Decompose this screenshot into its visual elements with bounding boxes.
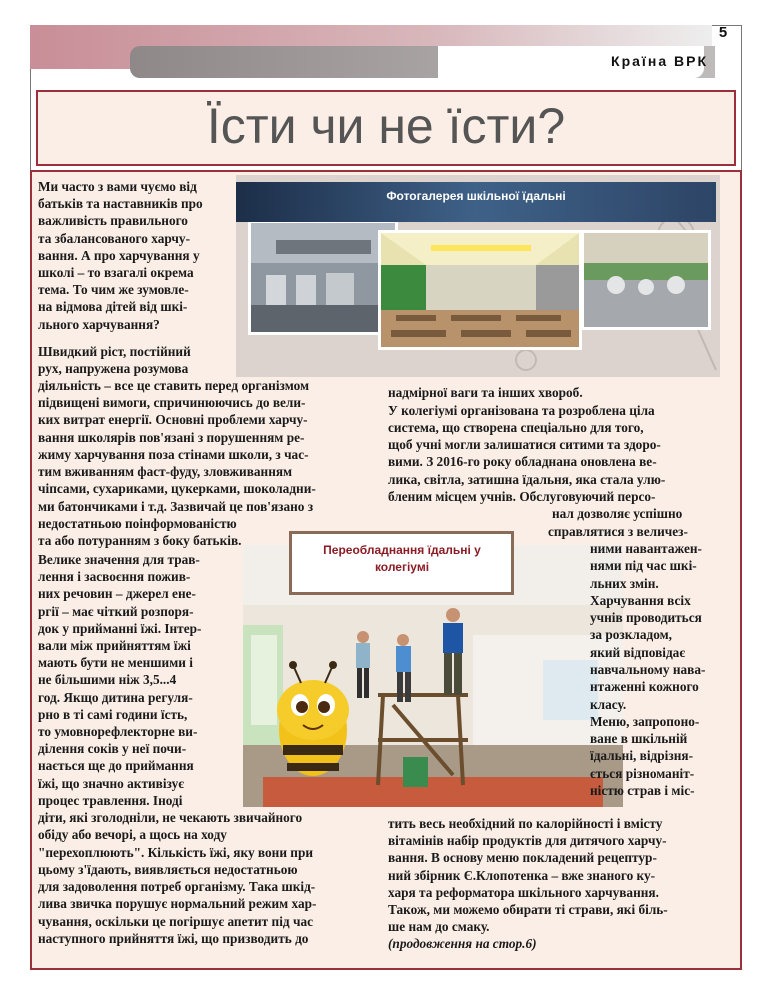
article-line: нал дозволяє успішно [552,506,683,521]
article-title: Їсти чи не їсти? [206,98,566,154]
article-line: льних змін. [590,576,659,591]
article-line: важливість правильного [38,213,188,228]
article-line: "перехоплюють". Кількість їжі, яку вони при [38,845,314,860]
article-line: ване в шкільній [590,731,688,746]
article-line: вання школярів пов'язані з порушенням ре- [38,430,305,445]
article-line: год. Якщо дитина регуля- [38,690,193,705]
article-line: мають бути не меншими і [38,655,193,670]
article-line: ми батончиками і т.д. Зазвичай це пов'язано з [38,499,314,514]
article-line: Меню, запропоно- [590,714,700,729]
article-line: справлятися з величез- [548,524,688,539]
article-line: ністю страв і міс- [590,783,695,798]
article-line: цьому з'їдають, виявляється недостатньою [38,862,298,877]
article-line: нтаженні кожного [590,679,699,694]
article-line: ділення соків у неї почи- [38,741,187,756]
gallery-caption: Фотогалерея шкільної їдальні [386,189,566,203]
article-line: ше нам до смаку. [388,919,490,934]
article-line: на відмова дітей від шкі- [38,299,188,314]
article-line: діти, які зголодніли, не чекають звичайного [38,810,303,825]
article-line: процес травлення. Іноді [38,793,183,808]
article-line: батьків та наставників про [38,196,203,211]
article-line: школі – то взагалі окрема [38,265,194,280]
article-line: навчальному нава- [590,662,706,677]
article-line: вими. З 2016-го року обладнана оновлена ве- [388,454,657,469]
article-line: нями під час шкі- [590,558,697,573]
article-line: підвищені вимоги, спричинюючись до вели- [38,395,306,410]
article-line: надмірної ваги та інших хвороб. [388,385,583,400]
article-line: то умовнорефлекторне ви- [38,724,198,739]
article-line: який відповідає [590,645,686,660]
article-line: Також, ми можемо обирати ті страви, які біль- [388,902,668,917]
article-line: обіду або вечорі, а щось на ходу [38,827,227,842]
article-line: чування, оскільки це погіршує апетит під час [38,914,313,929]
article-line: ється різноманіт- [590,766,695,781]
article-line: льного харчування? [38,317,160,332]
article-line: Швидкий ріст, постійний [38,344,191,359]
article-line: У колегіумі організована та розроблена ціла [388,403,655,418]
section-name: Країна ВРК [611,53,708,69]
article-line: бленим місцем учнів. Обслуговуючий персо- [388,489,656,504]
article-line: наступного прийняття їжі, що призводить до [38,931,309,946]
article-line: ких витрат енергії. Основні проблеми харчу- [38,412,308,427]
article-line: лення і засвоєння пожив- [38,569,191,584]
article-line: док у прийманні їжі. Інтер- [38,621,202,636]
article-line: ргії – має чіткий розпоря- [38,604,194,619]
renovation-caption: Переобладнання їдальні у колегіумі [323,543,481,574]
article-line: ний збірник Є.Клопотенка – вже знаного ку- [388,868,656,883]
article-line: нається ще до приймання [38,758,194,773]
article-line: їдальні, відрізня- [590,748,693,763]
continuation-note: (продовження на стор.6) [388,936,537,951]
article-line: вання. А про харчування у [38,248,200,263]
article-line: них речовин – джерел ене- [38,586,196,601]
article-line: чіпсами, сухариками, цукерками, шоколадни- [38,481,316,496]
article-line: недостатньою поінформованістю [38,516,237,531]
article-line: їжі, що значно активізує [38,776,184,791]
article-line: Велике значення для трав- [38,552,200,567]
article-line: щоб учні могли залишатися ситими та здоро- [388,437,661,452]
article-line: за розкладом, [590,627,672,642]
article-line: рух, напружена розумова [38,361,189,376]
article-line: не більшими ніж 3,5...4 [38,672,177,687]
article-line: діяльність – все це ставить перед організмом [38,378,310,393]
article-line: жиму харчування поза стінами школи, з час- [38,447,309,462]
page-number: 5 [718,24,728,41]
article-line: та або потуранням з боку батьків. [38,533,242,548]
article-line: ними навантажен- [590,541,702,556]
article-line: та збалансованого харчу- [38,231,190,246]
article-line: лика, світла, затишна їдальня, яка стала улю- [388,472,666,487]
article-line: учнів проводиться [590,610,702,625]
article-line: Харчування всіх [590,593,691,608]
article-line: Ми часто з вами чуємо від [38,179,197,194]
article-line: тим вживанням фаст-фуду, зловживанням [38,464,293,479]
article-line: вали між прийняттям їжі [38,638,191,653]
article-line: вання. В основу меню покладений рецептур- [388,850,657,865]
article-line: система, що створена спеціально для того, [388,420,644,435]
article-line: вітамінів набір продуктів для дитячого харчу- [388,833,667,848]
article-line: харя та реформатора шкільного харчування. [388,885,659,900]
article-line: рно в ті самі години їсть, [38,707,188,722]
article-line: лива звичка порушує нормальний режим хар- [38,896,317,911]
article-line: тить весь необхідний по калорійності і вмісту [388,816,663,831]
article-line: класу. [590,697,627,712]
article-line: для задоволення потреб організму. Така шкід- [38,879,316,894]
article-line: тема. То чим же зумовле- [38,282,189,297]
